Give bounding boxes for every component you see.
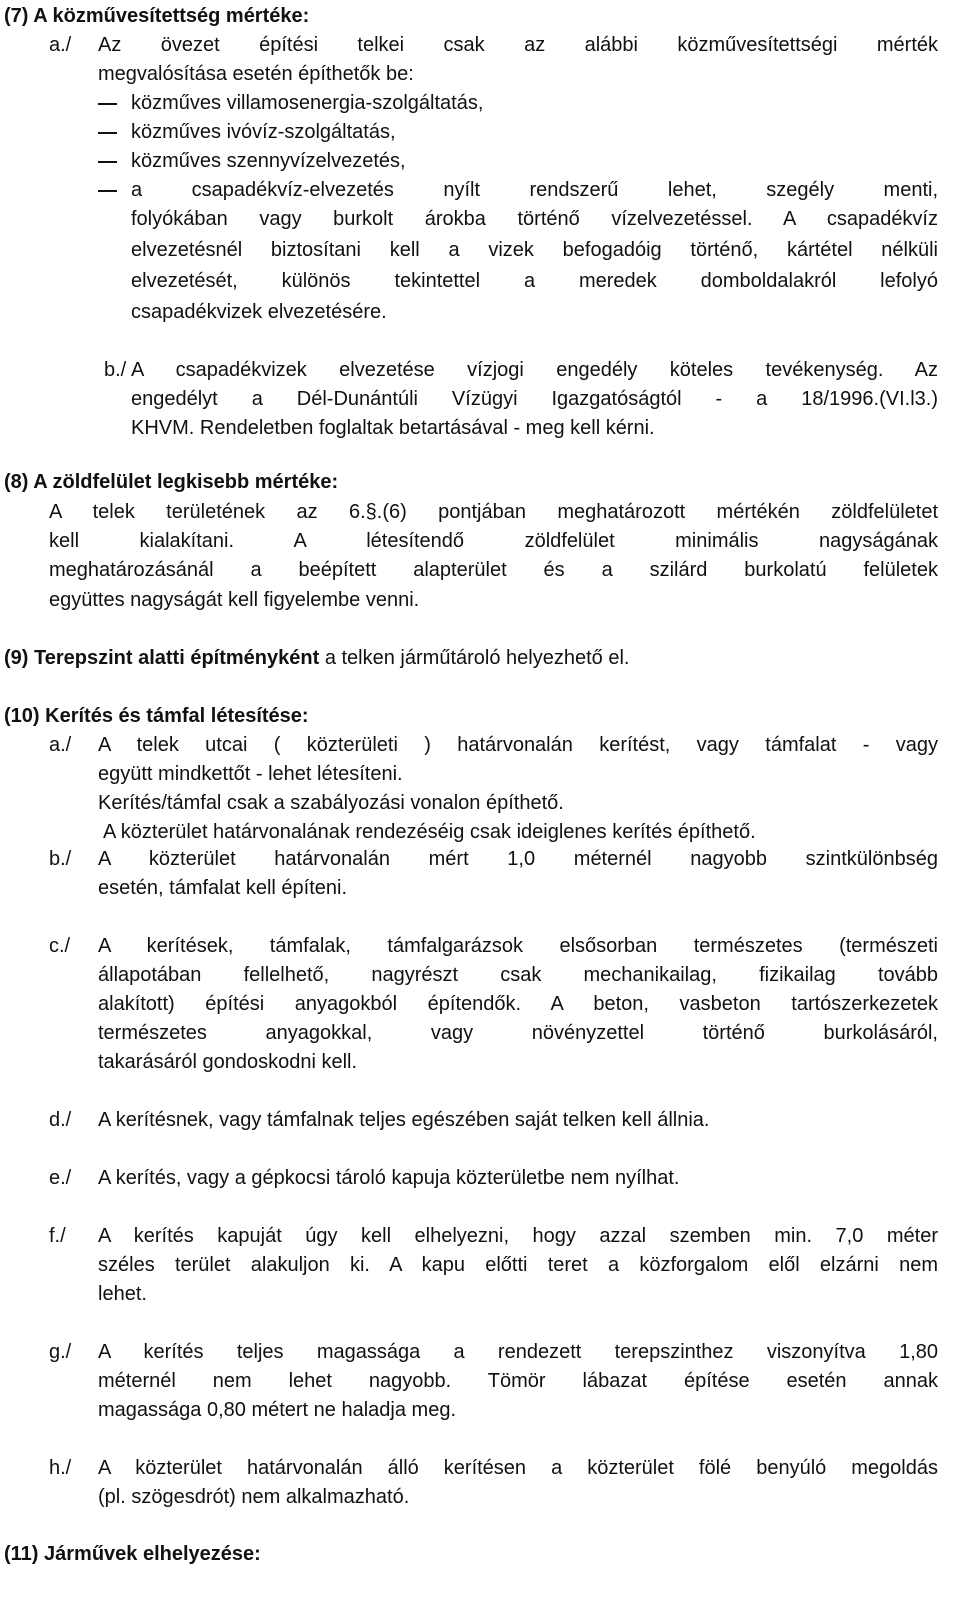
s7-b-line: engedélyt a Dél-Dunántúli Vízügyi Igazgatóságtól - a 18/1996.(VI.l3.)	[131, 388, 938, 410]
section-9-rest: a telken járműtároló helyezhető el.	[319, 647, 630, 669]
s7-item-continuation: csapadékvizek elvezetésére.	[131, 301, 387, 323]
s10-g-marker: g./	[49, 1341, 72, 1363]
dash-bullet	[98, 103, 117, 105]
s10-e-line: A kerítés, vagy a gépkocsi tároló kapuja közterületbe nem nyílhat.	[98, 1167, 680, 1189]
dash-bullet	[98, 190, 117, 192]
section-9-paragraph	[4, 644, 629, 673]
s10-f-marker: f./	[49, 1225, 66, 1247]
s7-item: közműves ivóvíz-szolgáltatás,	[131, 121, 396, 143]
section-11-heading: (11) Járművek elhelyezése:	[4, 1543, 261, 1565]
dash-bullet	[98, 161, 117, 163]
s7-a-intro-line: Az övezet építési telkei csak az alábbi közművesítettségi mérték	[98, 34, 938, 56]
s10-f-line: széles terület alakuljon ki. A kapu előtti teret a közforgalom elől elzárni nem	[98, 1254, 938, 1276]
s7-a-marker: a./	[49, 34, 72, 56]
s8-line: A telek területének az 6.§.(6) pontjában meghatározott mértékén zöldfelületet	[49, 501, 938, 523]
s10-a-line: A telek utcai ( közterületi ) határvonalán kerítést, vagy támfalat - vagy	[98, 734, 938, 756]
s10-f-line: A kerítés kapuját úgy kell elhelyezni, hogy azzal szemben min. 7,0 méter	[98, 1225, 938, 1247]
s7-item-continuation: elvezetését, különös tekintettel a meredek domboldalakról lefolyó	[131, 270, 938, 292]
s10-d-line: A kerítésnek, vagy támfalnak teljes egészében saját telken kell állnia.	[98, 1109, 710, 1131]
s10-c-line: A kerítések, támfalak, támfalgarázsok elsősorban természetes (természeti	[98, 935, 938, 957]
s7-b-marker: b./	[104, 359, 127, 381]
s7-item: a csapadékvíz-elvezetés nyílt rendszerű lehet, szegély menti,	[131, 179, 938, 201]
s7-a-intro-line: megvalósítása esetén építhetők be:	[98, 63, 414, 85]
s10-g-line: magassága 0,80 métert ne haladja meg.	[98, 1399, 456, 1421]
section-8-heading: (8) A zöldfelület legkisebb mértéke:	[4, 471, 339, 493]
section-10-heading: (10) Kerítés és támfal létesítése:	[4, 705, 309, 727]
s10-c-line: állapotában fellelhető, nagyrészt csak mechanikailag, fizikailag tovább	[98, 964, 938, 986]
s10-f-line: lehet.	[98, 1283, 147, 1305]
s10-c-line: takarásáról gondoskodni kell.	[98, 1051, 358, 1073]
s10-b-line: esetén, támfalat kell építeni.	[98, 877, 348, 899]
section-7-heading: (7) A közművesítettség mértéke:	[4, 5, 310, 27]
s10-c-marker: c./	[49, 935, 71, 957]
s10-c-line: alakított) építési anyagokból építendők. A beton, vasbeton tartószerkezetek	[98, 993, 938, 1015]
s7-b-line: KHVM. Rendeletben foglaltak betartásával - meg kell kérni.	[131, 417, 655, 439]
s7-item-continuation: elvezetésnél biztosítani kell a vizek befogadóig történő, kártétel nélküli	[131, 239, 938, 261]
s8-line: együttes nagyságát kell figyelembe venni.	[49, 589, 420, 611]
s10-c-line: természetes anyagokkal, vagy növényzettel történő burkolásáról,	[98, 1022, 938, 1044]
s10-b-line: A közterület határvonalán mért 1,0 méternél nagyobb szintkülönbség	[98, 848, 938, 870]
s7-item: közműves szennyvízelvezetés,	[131, 150, 406, 172]
s10-a-line: Kerítés/támfal csak a szabályozási vonalon építhető.	[98, 792, 564, 814]
s7-item-continuation: folyókában vagy burkolt árokba történő vízelvezetéssel. A csapadékvíz	[131, 208, 938, 230]
s7-b-line: A csapadékvizek elvezetése vízjogi engedély köteles tevékenység. Az	[131, 359, 938, 381]
s10-d-marker: d./	[49, 1109, 72, 1131]
s8-line: kell kialakítani. A létesítendő zöldfelület minimális nagyságának	[49, 530, 938, 552]
s10-a-line: együtt mindkettőt - lehet létesíteni.	[98, 763, 403, 785]
s10-a-marker: a./	[49, 734, 72, 756]
section-9-bold-lead: (9) Terepszint alatti építményként	[4, 647, 320, 669]
s8-line: meghatározásánál a beépített alapterület és a szilárd burkolatú felületek	[49, 559, 938, 581]
dash-bullet	[98, 132, 117, 134]
s10-g-line: A kerítés teljes magassága a rendezett terepszinthez viszonyítva 1,80	[98, 1341, 938, 1363]
s10-b-marker: b./	[49, 848, 72, 870]
s10-g-line: méternél nem lehet nagyobb. Tömör lábazat építése esetén annak	[98, 1370, 938, 1392]
s10-h-line: (pl. szögesdrót) nem alkalmazható.	[98, 1486, 410, 1508]
s10-a-line: A közterület határvonalának rendezéséig csak ideiglenes kerítés építhető.	[103, 821, 756, 843]
s10-h-marker: h./	[49, 1457, 72, 1479]
s10-h-line: A közterület határvonalán álló kerítésen a közterület fölé benyúló megoldás	[98, 1457, 938, 1479]
s7-item: közműves villamosenergia-szolgáltatás,	[131, 92, 484, 114]
s10-e-marker: e./	[49, 1167, 72, 1189]
